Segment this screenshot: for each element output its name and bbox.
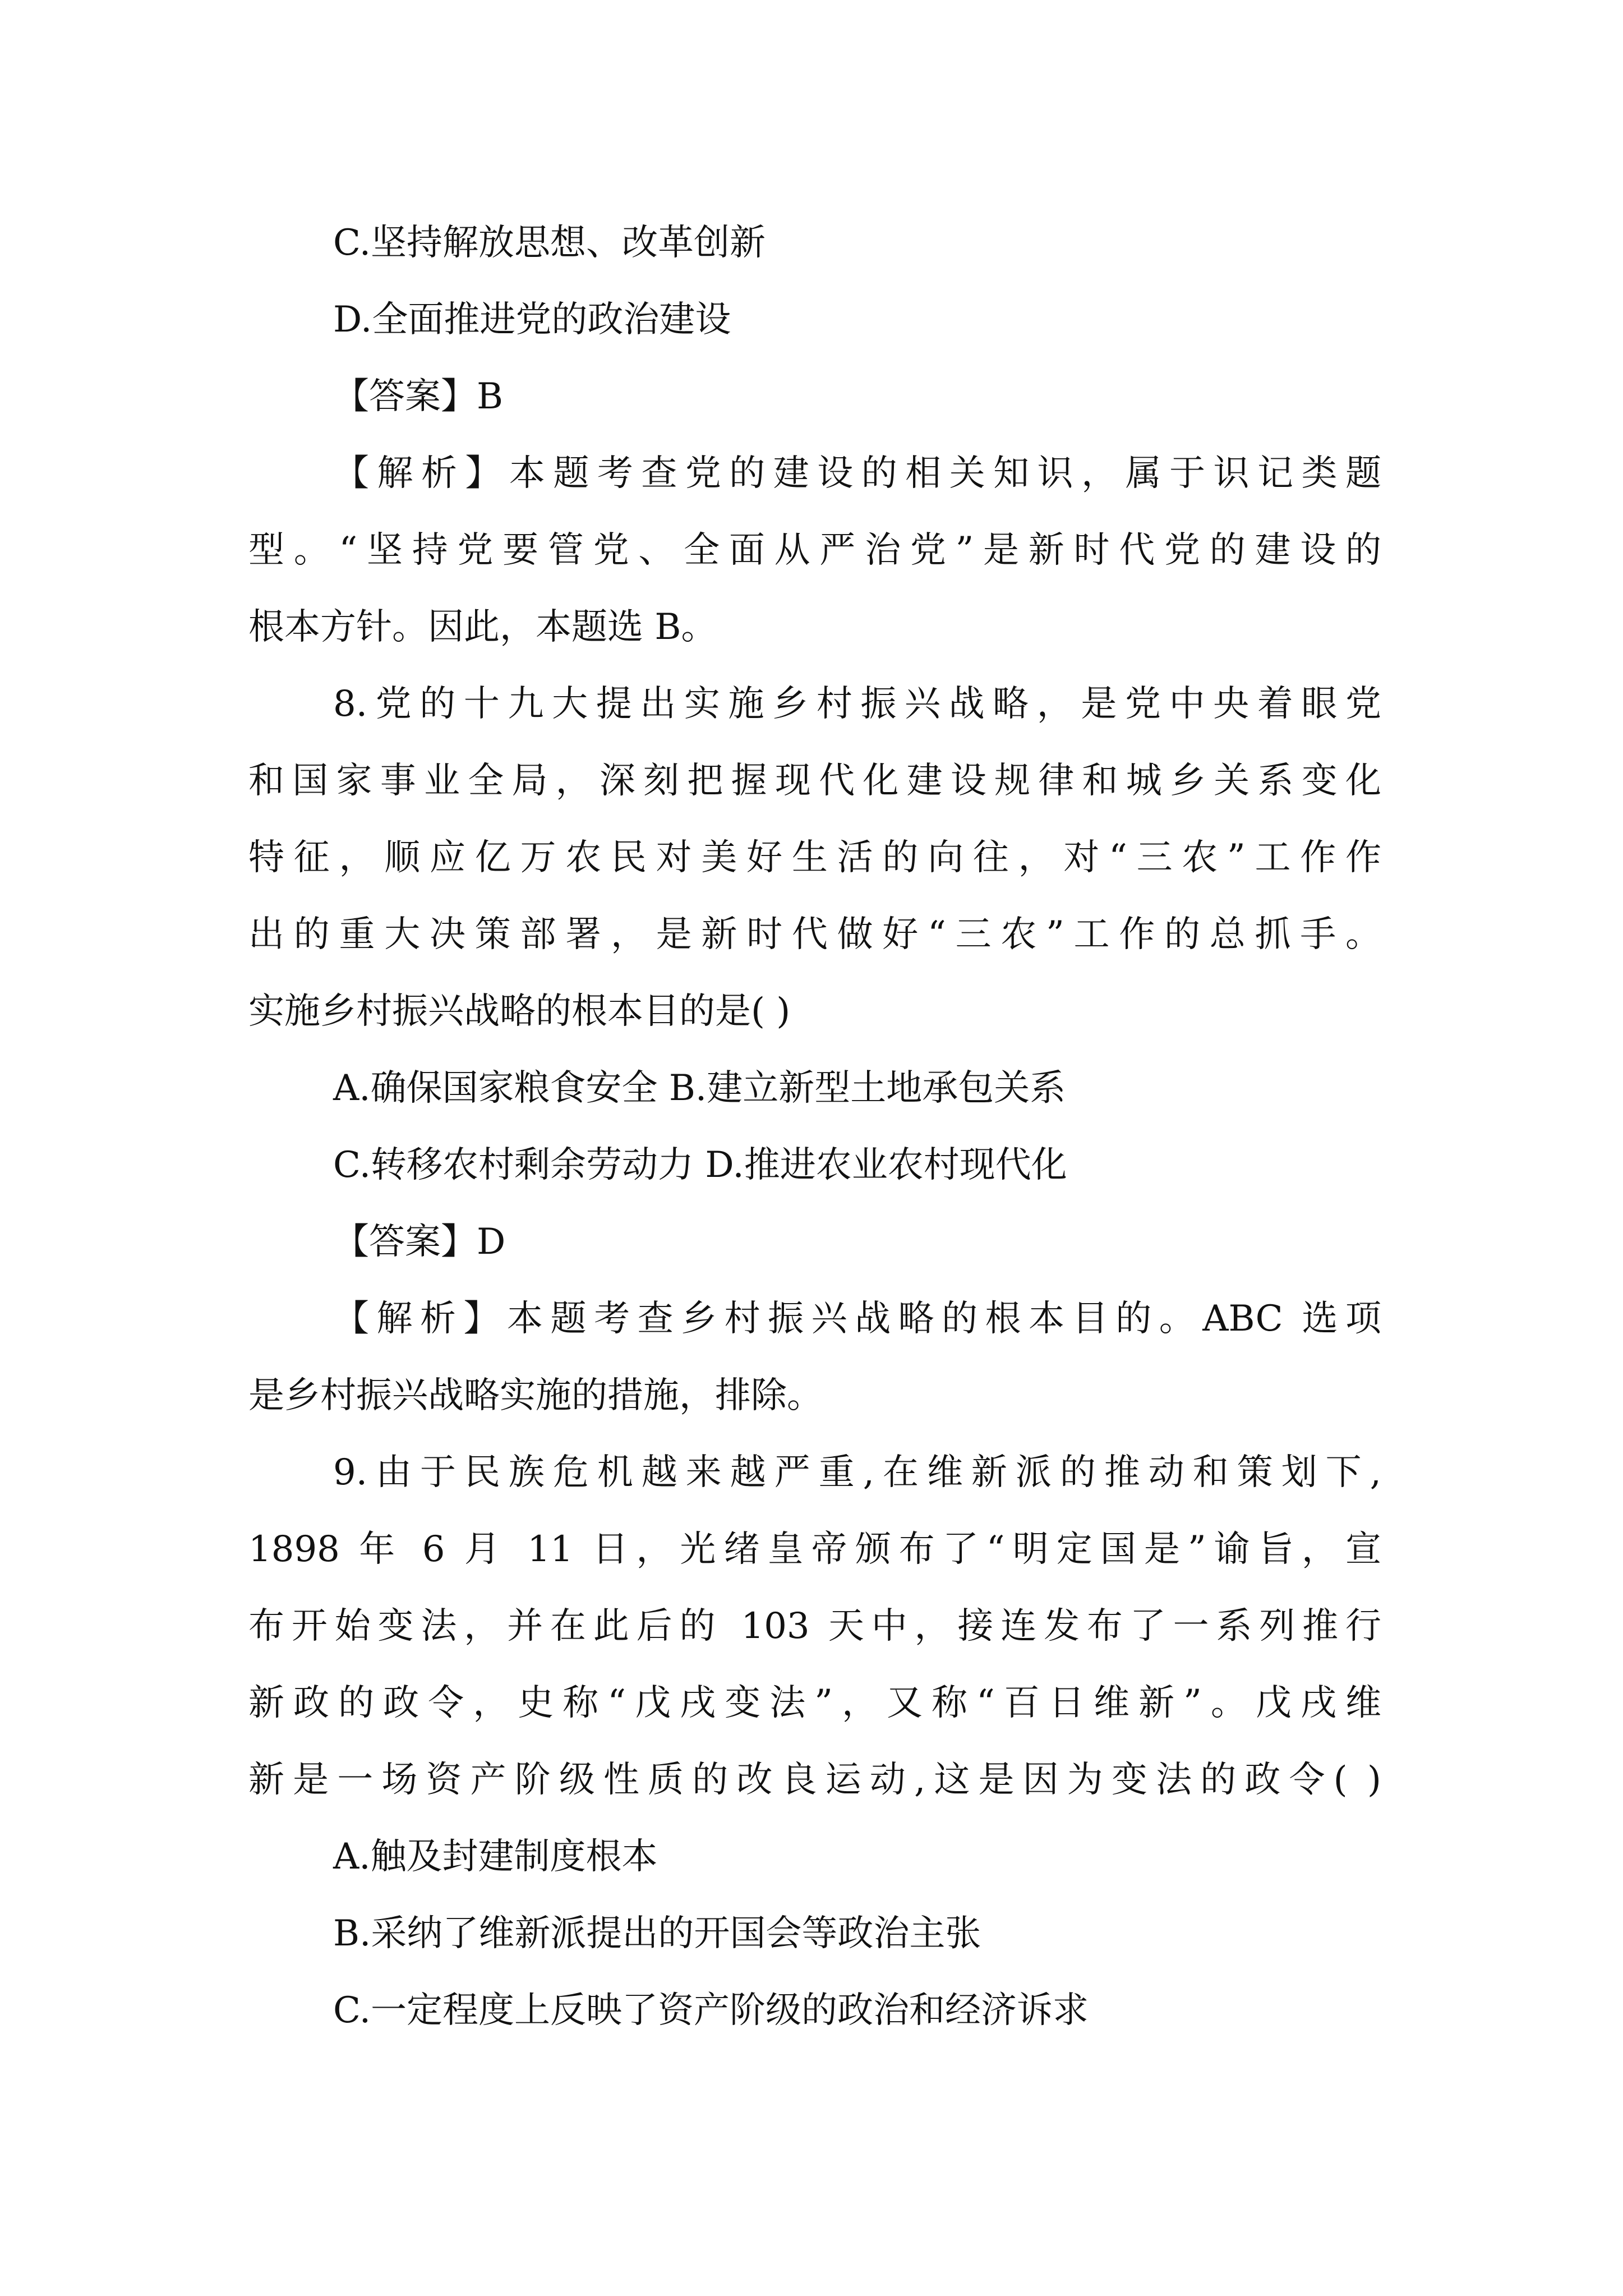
option-c-q7: C.坚持解放思想、改革创新 bbox=[333, 222, 766, 264]
question-9-line-2: 1898 年 6 月 11 日，光绪皇帝颁布了“明定国是”谕旨，宣 bbox=[248, 1529, 1381, 1570]
question-9-line-1: 9.由于民族危机越来越严重,在维新派的推动和策划下, bbox=[333, 1452, 1381, 1493]
options-ab-q8: A.确保国家粮食安全 B.建立新型土地承包关系 bbox=[333, 1068, 1066, 1109]
analysis-q8-line-2: 是乡村振兴战略实施的措施，排除。 bbox=[248, 1375, 823, 1416]
question-8-line-4: 出的重大决策部署，是新时代做好“三农”工作的总抓手。 bbox=[248, 914, 1381, 955]
analysis-q7-line-3: 根本方针。因此，本题选 B。 bbox=[248, 606, 717, 648]
question-9-line-4: 新政的政令，史称“戊戌变法”，又称“百日维新”。戊戌维 bbox=[248, 1682, 1381, 1724]
question-8-line-1: 8.党的十九大提出实施乡村振兴战略，是党中央着眼党 bbox=[333, 683, 1381, 725]
question-8-line-3: 特征，顺应亿万农民对美好生活的向往，对“三农”工作作 bbox=[248, 837, 1381, 878]
question-9-line-3: 布开始变法，并在此后的 103 天中，接连发布了一系列推行 bbox=[248, 1605, 1381, 1647]
document-body bbox=[248, 205, 1381, 2049]
option-b-q9: B.采纳了维新派提出的开国会等政治主张 bbox=[333, 1913, 981, 1954]
question-8-line-5: 实施乡村振兴战略的根本目的是( ) bbox=[248, 991, 791, 1032]
answer-q7: 【答案】B bbox=[333, 376, 504, 417]
analysis-q7-line-1: 【解析】本题考查党的建设的相关知识，属于识记类题 bbox=[333, 453, 1381, 494]
question-9-line-5: 新是一场资产阶级性质的改良运动,这是因为变法的政令( ) bbox=[248, 1759, 1381, 1801]
analysis-q8-line-1: 【解析】本题考查乡村振兴战略的根本目的。ABC 选项 bbox=[333, 1298, 1381, 1340]
question-8-line-2: 和国家事业全局，深刻把握现代化建设规律和城乡关系变化 bbox=[248, 760, 1381, 802]
option-c-q9: C.一定程度上反映了资产阶级的政治和经济诉求 bbox=[333, 1990, 1089, 2031]
option-a-q9: A.触及封建制度根本 bbox=[333, 1836, 658, 1878]
answer-q8: 【答案】D bbox=[333, 1221, 506, 1263]
option-d-q7: D.全面推进党的政治建设 bbox=[333, 299, 731, 341]
analysis-q7-line-2: 型。“坚持党要管党、全面从严治党”是新时代党的建设的 bbox=[248, 530, 1381, 571]
options-cd-q8: C.转移农村剩余劳动力 D.推进农业农村现代化 bbox=[333, 1144, 1067, 1186]
